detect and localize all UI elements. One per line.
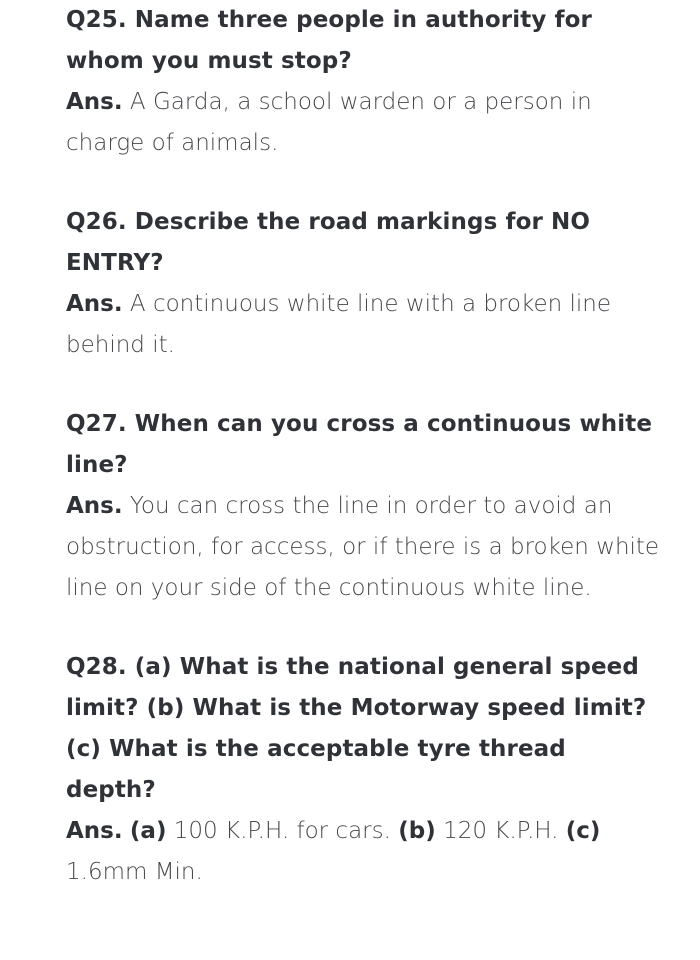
answer-25 (66, 82, 660, 164)
qa-item-28 (66, 647, 660, 893)
question-26: Q26. Describe the road markings for NO ENTRY? (66, 209, 591, 276)
answer-label-26: Ans. (66, 291, 123, 317)
answer-part-c-text: 1.6mm Min. (66, 859, 203, 885)
answer-28 (66, 811, 660, 893)
qa-item-27 (66, 404, 660, 609)
answer-part-c-label: (c) (565, 818, 601, 844)
answer-part-b-text: 120 K.P.H. (443, 818, 559, 844)
answer-part-b-label: (b) (398, 818, 436, 844)
answer-27 (66, 486, 660, 609)
answer-part-a-text: 100 K.P.H. for cars. (173, 818, 391, 844)
qa-item-25 (66, 0, 660, 164)
question-27: Q27. When can you cross a continuous white line? (66, 411, 653, 478)
question-28: Q28. (a) What is the national general speed limit? (b) What is the Motorway speed limit? (c) What is the acceptable tyre thread depth? (66, 654, 647, 803)
answer-label-27: Ans. (66, 493, 123, 519)
answer-label-25: Ans. (66, 89, 123, 115)
answer-text-26: A continuous white line with a broken line behind it. (66, 291, 612, 358)
answer-text-25: A Garda, a school warden or a person in charge of animals. (66, 89, 592, 156)
answer-26 (66, 284, 660, 366)
qa-item-26 (66, 202, 660, 366)
question-25: Q25. Name three people in authority for whom you must stop? (66, 7, 592, 74)
answer-part-a-label: (a) (129, 818, 167, 844)
answer-label-28: Ans. (66, 818, 123, 844)
answer-text-27: You can cross the line in order to avoid an obstruction, for access, or if there is a broken white line on your side of the continuous white line. (66, 493, 660, 601)
